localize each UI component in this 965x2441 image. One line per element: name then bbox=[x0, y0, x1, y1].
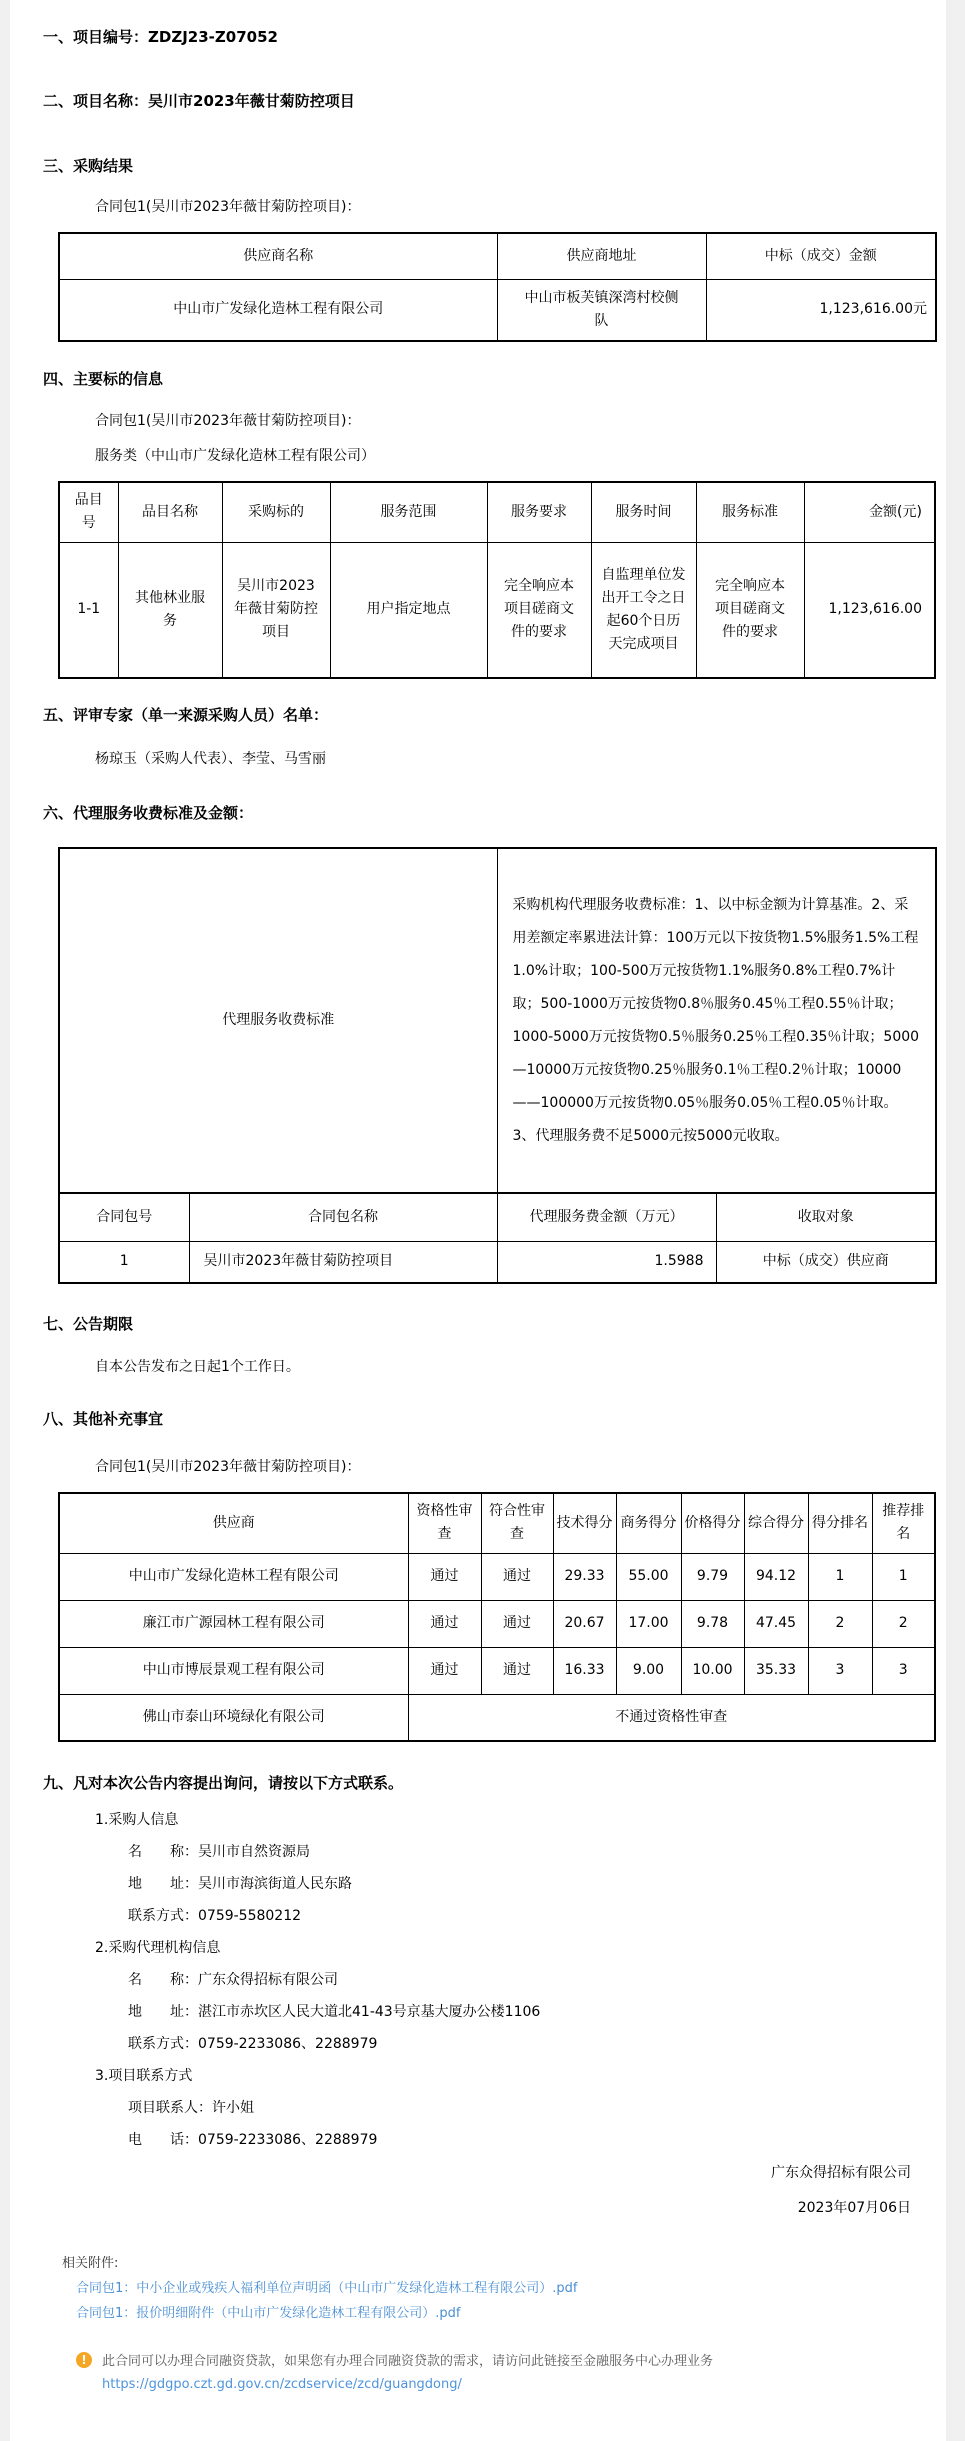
purchaser-info-title: 1.采购人信息 bbox=[95, 1812, 179, 1828]
amount-cell: 1,123,616.00 bbox=[804, 542, 935, 678]
conform-cell: 通过 bbox=[481, 1600, 553, 1647]
header-cell: 服务时间 bbox=[591, 482, 696, 542]
table-header-row bbox=[59, 233, 936, 279]
service-scope-cell: 用户指定地点 bbox=[330, 542, 487, 678]
header-cell: 服务标准 bbox=[696, 482, 804, 542]
finance-notice-text: 此合同可以办理合同融资贷款，如果您有办理合同融资贷款的需求，请访问此链接至金融服务中心办理业务 bbox=[102, 2354, 714, 2369]
recommend-rank-cell: 2 bbox=[872, 1600, 935, 1647]
heading-announcement-period: 七、公告期限 bbox=[43, 1315, 134, 1333]
service-standard-cell: 完全响应本项目磋商文件的要求 bbox=[696, 542, 804, 678]
table-row bbox=[59, 1600, 935, 1647]
project-contact-phone: 电 话：0759-2233086、2288979 bbox=[128, 2132, 378, 2148]
header-cell: 得分排名 bbox=[808, 1493, 872, 1553]
header-cell: 服务范围 bbox=[330, 482, 487, 542]
heading-other-matters: 八、其他补充事宜 bbox=[43, 1410, 164, 1428]
fee-standard-label-cell: 代理服务收费标准 bbox=[59, 848, 497, 1193]
biz-score-cell: 17.00 bbox=[616, 1600, 681, 1647]
attachment-link-item bbox=[10, 2304, 946, 2323]
attachments-label: 相关附件: bbox=[62, 2256, 119, 2271]
qualify-cell: 通过 bbox=[408, 1553, 481, 1600]
qualify-cell: 通过 bbox=[408, 1600, 481, 1647]
purchaser-contact: 联系方式：0759-5580212 bbox=[128, 1908, 302, 1924]
heading-project-number: 一、项目编号：ZDZJ23-Z07052 bbox=[43, 28, 278, 46]
signature-date: 2023年07月06日 bbox=[797, 2200, 911, 2216]
table-header-row bbox=[59, 1193, 936, 1241]
item-no-cell: 1-1 bbox=[59, 542, 118, 678]
recommend-rank-cell: 1 bbox=[872, 1553, 935, 1600]
header-cell: 符合性审查 bbox=[481, 1493, 553, 1553]
attachment-link[interactable]: 合同包1：中小企业或残疾人福利单位声明函（中山市广发绿化造林工程有限公司）.pdf bbox=[76, 2281, 578, 2296]
finance-link-line bbox=[10, 2376, 946, 2394]
tech-score-cell: 29.33 bbox=[553, 1553, 616, 1600]
signature-company: 广东众得招标有限公司 bbox=[771, 2165, 911, 2181]
heading-procurement-result: 三、采购结果 bbox=[43, 157, 134, 175]
supplier-cell: 中山市广发绿化造林工程有限公司 bbox=[59, 1553, 408, 1600]
header-cell: 服务要求 bbox=[487, 482, 591, 542]
package-line: 合同包1(吴川市2023年薇甘菊防控项目)： bbox=[95, 199, 361, 215]
table-header-row bbox=[59, 1493, 935, 1553]
warning-icon: ! bbox=[76, 2352, 92, 2368]
table-row bbox=[59, 1553, 935, 1600]
recommend-rank-cell: 3 bbox=[872, 1647, 935, 1694]
conform-cell: 通过 bbox=[481, 1553, 553, 1600]
supplier-name-cell: 中山市广发绿化造林工程有限公司 bbox=[59, 279, 497, 341]
category-line: 服务类（中山市广发绿化造林工程有限公司） bbox=[95, 448, 375, 464]
score-rank-cell: 3 bbox=[808, 1647, 872, 1694]
award-amount-cell: 1,123,616.00元 bbox=[706, 279, 936, 341]
header-cell: 收取对象 bbox=[716, 1193, 936, 1241]
supplier-cell: 佛山市泰山环境绿化有限公司 bbox=[59, 1694, 408, 1741]
table-row bbox=[59, 1647, 935, 1694]
subject-table bbox=[58, 481, 936, 679]
score-rank-cell: 1 bbox=[808, 1553, 872, 1600]
service-require-cell: 完全响应本项目磋商文件的要求 bbox=[487, 542, 591, 678]
header-cell: 商务得分 bbox=[616, 1493, 681, 1553]
header-cell: 金额(元) bbox=[804, 482, 935, 542]
supplier-cell: 中山市博辰景观工程有限公司 bbox=[59, 1647, 408, 1694]
fee-payer-cell: 中标（成交）供应商 bbox=[716, 1241, 936, 1283]
table-row bbox=[59, 542, 935, 678]
price-score-cell: 10.00 bbox=[681, 1647, 744, 1694]
item-name-cell: 其他林业服务 bbox=[118, 542, 222, 678]
header-cell: 中标（成交）金额 bbox=[706, 233, 936, 279]
service-time-cell: 自监理单位发出开工令之日起60个日历天完成项目 bbox=[591, 542, 696, 678]
announcement-document bbox=[10, 0, 946, 2441]
price-score-cell: 9.79 bbox=[681, 1553, 744, 1600]
heading-contact: 九、凡对本次公告内容提出询问，请按以下方式联系。 bbox=[43, 1774, 404, 1792]
package-line: 合同包1(吴川市2023年薇甘菊防控项目)： bbox=[95, 1459, 361, 1475]
tech-score-cell: 20.67 bbox=[553, 1600, 616, 1647]
attachment-link[interactable]: 合同包1：报价明细附件（中山市广发绿化造林工程有限公司）.pdf bbox=[76, 2306, 461, 2321]
header-cell: 代理服务费金额（万元） bbox=[497, 1193, 716, 1241]
project-contact-title: 3.项目联系方式 bbox=[95, 2068, 193, 2084]
price-score-cell: 9.78 bbox=[681, 1600, 744, 1647]
header-cell: 技术得分 bbox=[553, 1493, 616, 1553]
announcement-period-text: 自本公告发布之日起1个工作日。 bbox=[95, 1359, 300, 1375]
header-cell: 综合得分 bbox=[744, 1493, 808, 1553]
table-row bbox=[59, 1694, 935, 1741]
table-header-row bbox=[59, 482, 935, 542]
tech-score-cell: 16.33 bbox=[553, 1647, 616, 1694]
header-cell: 合同包号 bbox=[59, 1193, 189, 1241]
heading-experts: 五、评审专家（单一来源采购人员）名单： bbox=[43, 706, 329, 724]
agency-address: 地 址：湛江市赤坎区人民大道北41-43号京基大厦办公楼1106 bbox=[128, 2004, 541, 2020]
total-score-cell: 94.12 bbox=[744, 1553, 808, 1600]
supplier-cell: 廉江市广源园林工程有限公司 bbox=[59, 1600, 408, 1647]
header-cell: 品目名称 bbox=[118, 482, 222, 542]
score-table bbox=[58, 1492, 936, 1742]
header-cell: 供应商名称 bbox=[59, 233, 497, 279]
package-no-cell: 1 bbox=[59, 1241, 189, 1283]
header-cell: 价格得分 bbox=[681, 1493, 744, 1553]
finance-service-link[interactable]: https://gdgpo.czt.gd.gov.cn/zcdservice/zcd/guangdong/ bbox=[102, 2377, 462, 2392]
table-row bbox=[59, 1241, 936, 1283]
fee-standard-text-cell: 采购机构代理服务收费标准：1、以中标金额为计算基准。2、采用差额定率累进法计算：100万元以下按货物1.5%服务1.5%工程1.0%计取；100-500万元按货物1.1%服务0.8%工程0.7%计取；500-1000万元按货物0.8％服务0.45％工程0.55％计取；1000-5000万元按货物0.5％服务0.25％工程0.35％计取；5000—10000万元按货物0.25％服务0.1％工程0.2％计取；10000——100000万元按货物0.05％服务0.05％工程0.05％计取。3、代理服务费不足5000元按5000元收取。 bbox=[497, 848, 936, 1193]
results-table bbox=[58, 232, 937, 342]
header-cell: 采购标的 bbox=[222, 482, 330, 542]
failed-review-cell: 不通过资格性审查 bbox=[408, 1694, 935, 1741]
package-name-cell: 吴川市2023年薇甘菊防控项目 bbox=[189, 1241, 497, 1283]
attachment-link-item bbox=[10, 2279, 946, 2298]
purchaser-address: 地 址：吴川市海滨街道人民东路 bbox=[128, 1876, 352, 1892]
biz-score-cell: 9.00 bbox=[616, 1647, 681, 1694]
heading-project-name: 二、项目名称：吴川市2023年薇甘菊防控项目 bbox=[43, 92, 355, 110]
biz-score-cell: 55.00 bbox=[616, 1553, 681, 1600]
fee-amount-cell: 1.5988 bbox=[497, 1241, 716, 1283]
header-cell: 资格性审查 bbox=[408, 1493, 481, 1553]
table-row bbox=[59, 279, 936, 341]
header-cell: 品目号 bbox=[59, 482, 118, 542]
total-score-cell: 35.33 bbox=[744, 1647, 808, 1694]
agency-contact: 联系方式：0759-2233086、2288979 bbox=[128, 2036, 378, 2052]
agency-name: 名 称：广东众得招标有限公司 bbox=[128, 1972, 338, 1988]
qualify-cell: 通过 bbox=[408, 1647, 481, 1694]
experts-names: 杨琼玉（采购人代表）、李莹、马雪丽 bbox=[95, 751, 326, 767]
agency-fee-standard-table bbox=[58, 847, 937, 1194]
heading-agency-fee: 六、代理服务收费标准及金额： bbox=[43, 804, 254, 822]
finance-notice bbox=[10, 2350, 946, 2369]
agency-info-title: 2.采购代理机构信息 bbox=[95, 1940, 221, 1956]
subject-cell: 吴川市2023年薇甘菊防控项目 bbox=[222, 542, 330, 678]
total-score-cell: 47.45 bbox=[744, 1600, 808, 1647]
header-cell: 合同包名称 bbox=[189, 1193, 497, 1241]
purchaser-name: 名 称：吴川市自然资源局 bbox=[128, 1844, 310, 1860]
score-rank-cell: 2 bbox=[808, 1600, 872, 1647]
package-line: 合同包1(吴川市2023年薇甘菊防控项目)： bbox=[95, 413, 361, 429]
table-row bbox=[59, 848, 936, 1193]
agency-fee-amount-table bbox=[58, 1192, 937, 1284]
header-cell: 供应商 bbox=[59, 1493, 408, 1553]
conform-cell: 通过 bbox=[481, 1647, 553, 1694]
supplier-address-cell: 中山市板芙镇深湾村校侧队 bbox=[497, 279, 706, 341]
heading-subject-info: 四、主要标的信息 bbox=[43, 370, 164, 388]
header-cell: 供应商地址 bbox=[497, 233, 706, 279]
header-cell: 推荐排名 bbox=[872, 1493, 935, 1553]
project-contact-person: 项目联系人：许小姐 bbox=[128, 2100, 254, 2116]
